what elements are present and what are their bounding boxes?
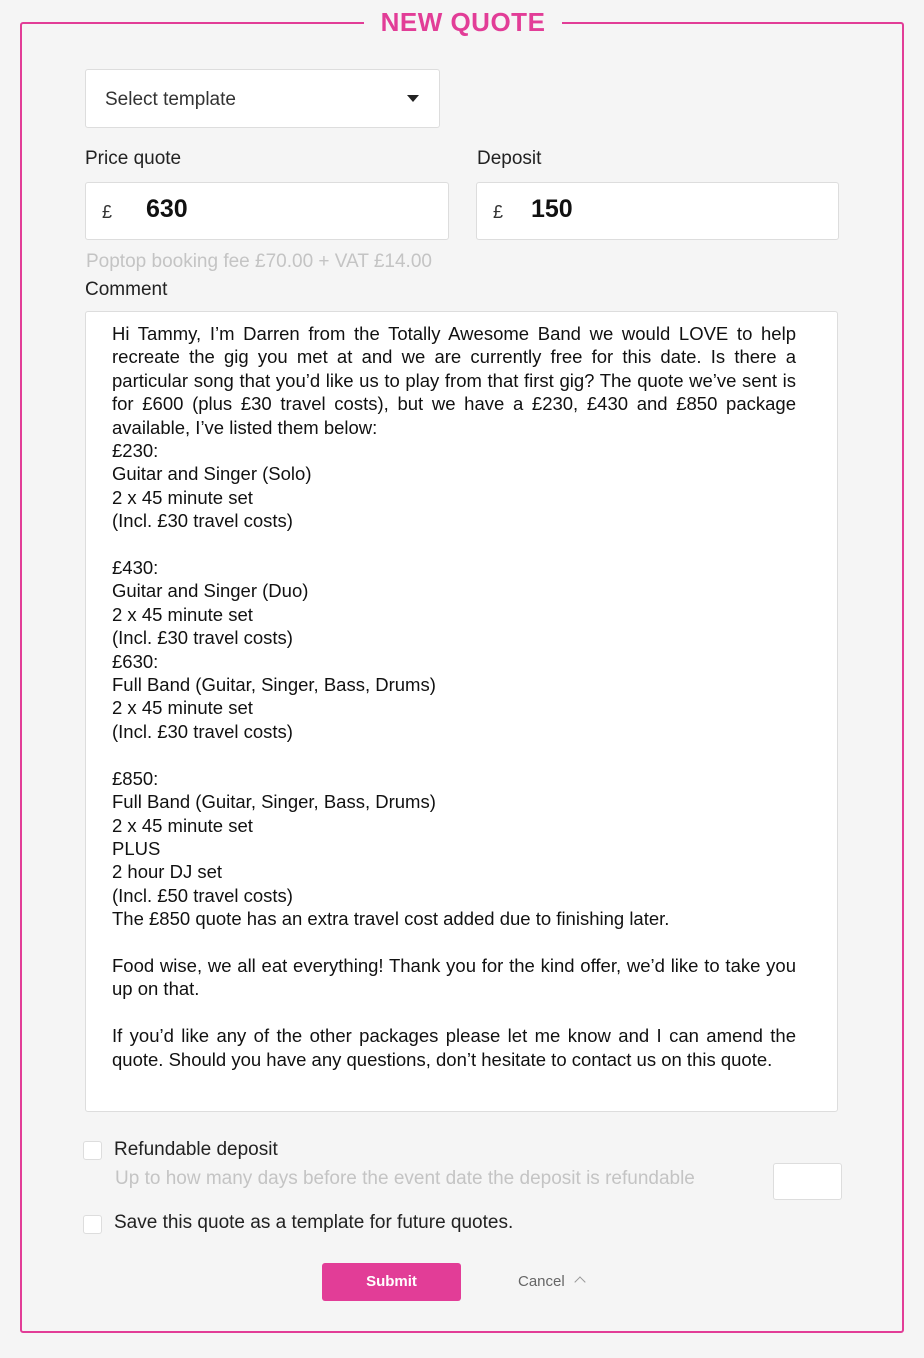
comment-closing: If you’d like any of the other packages please let me know and I can amend the quote. Should you have any questions, don’t hesitate to contact us on this quote. (112, 1025, 796, 1070)
comment-blank-line (112, 1001, 796, 1024)
save-template-label: Save this quote as a template for future quotes. (114, 1212, 514, 1233)
comment-line: (Incl. £50 travel costs) (112, 884, 293, 906)
deposit-currency: £ (493, 202, 504, 222)
comment-line: 2 x 45 minute set (112, 814, 253, 836)
comment-line: Guitar and Singer (Duo) (112, 580, 309, 602)
price-input[interactable] (85, 182, 449, 240)
comment-line: 2 x 45 minute set (112, 603, 253, 625)
comment-line: (Incl. £30 travel costs) (112, 720, 293, 742)
comment-line: 2 x 45 minute set (112, 697, 253, 719)
comment-line (112, 931, 796, 954)
comment-line: (Incl. £30 travel costs) (112, 510, 293, 532)
comment-line: £430: (112, 557, 159, 579)
deposit-value: 150 (531, 195, 573, 223)
template-select[interactable] (85, 69, 440, 128)
cancel-button[interactable]: Cancel (518, 1273, 565, 1290)
comment-line: £630: (112, 650, 159, 672)
refundable-days-input[interactable] (773, 1163, 842, 1200)
comment-line: 2 x 45 minute set (112, 486, 253, 508)
comment-food: Food wise, we all eat everything! Thank you for the kind offer, we’d like to take you up on that. (112, 954, 796, 1000)
deposit-label: Deposit (477, 148, 542, 169)
comment-line: Full Band (Guitar, Singer, Bass, Drums) (112, 791, 436, 813)
comment-line: (Incl. £30 travel costs) (112, 627, 293, 649)
refundable-deposit-label: Refundable deposit (114, 1139, 278, 1160)
comment-line: £230: (112, 440, 159, 462)
comment-line: The £850 quote has an extra travel cost added due to finishing later. (112, 908, 670, 930)
comment-intro: Hi Tammy, I’m Darren from the Totally Awesome Band we would LOVE to help recreate the gig you met at and we are currently free for this date. Is there a particular song that you’d like us to play from that first gig? The quote we’ve sent is for £600 (plus £30 travel costs), but we have a £230, £430 and £850 package available, I’ve listed them below: (112, 323, 796, 438)
comment-line (112, 533, 796, 556)
comment-line: Guitar and Singer (Solo) (112, 463, 312, 485)
comment-textarea[interactable] (85, 311, 838, 1112)
comment-line: PLUS (112, 837, 161, 859)
price-label: Price quote (85, 148, 182, 169)
comment-line (112, 743, 796, 766)
booking-fee-note: Poptop booking fee £70.00 + VAT £14.00 (86, 251, 432, 272)
comment-line: £850: (112, 767, 159, 789)
deposit-input[interactable] (476, 182, 839, 240)
comment-line: Full Band (Guitar, Singer, Bass, Drums) (112, 674, 436, 696)
form-title: NEW QUOTE (364, 2, 562, 42)
price-value: 630 (146, 195, 188, 223)
refundable-deposit-checkbox[interactable] (83, 1141, 102, 1160)
refundable-days-help: Up to how many days before the event date the deposit is refundable (115, 1168, 695, 1189)
template-select-value: Select template (105, 89, 236, 110)
save-template-checkbox[interactable] (83, 1215, 102, 1234)
price-currency: £ (102, 202, 113, 222)
comment-lines (112, 439, 796, 954)
submit-button[interactable]: Submit (322, 1263, 461, 1301)
chevron-down-icon (407, 95, 419, 102)
comment-line: 2 hour DJ set (112, 861, 223, 883)
comment-label: Comment (85, 279, 168, 300)
